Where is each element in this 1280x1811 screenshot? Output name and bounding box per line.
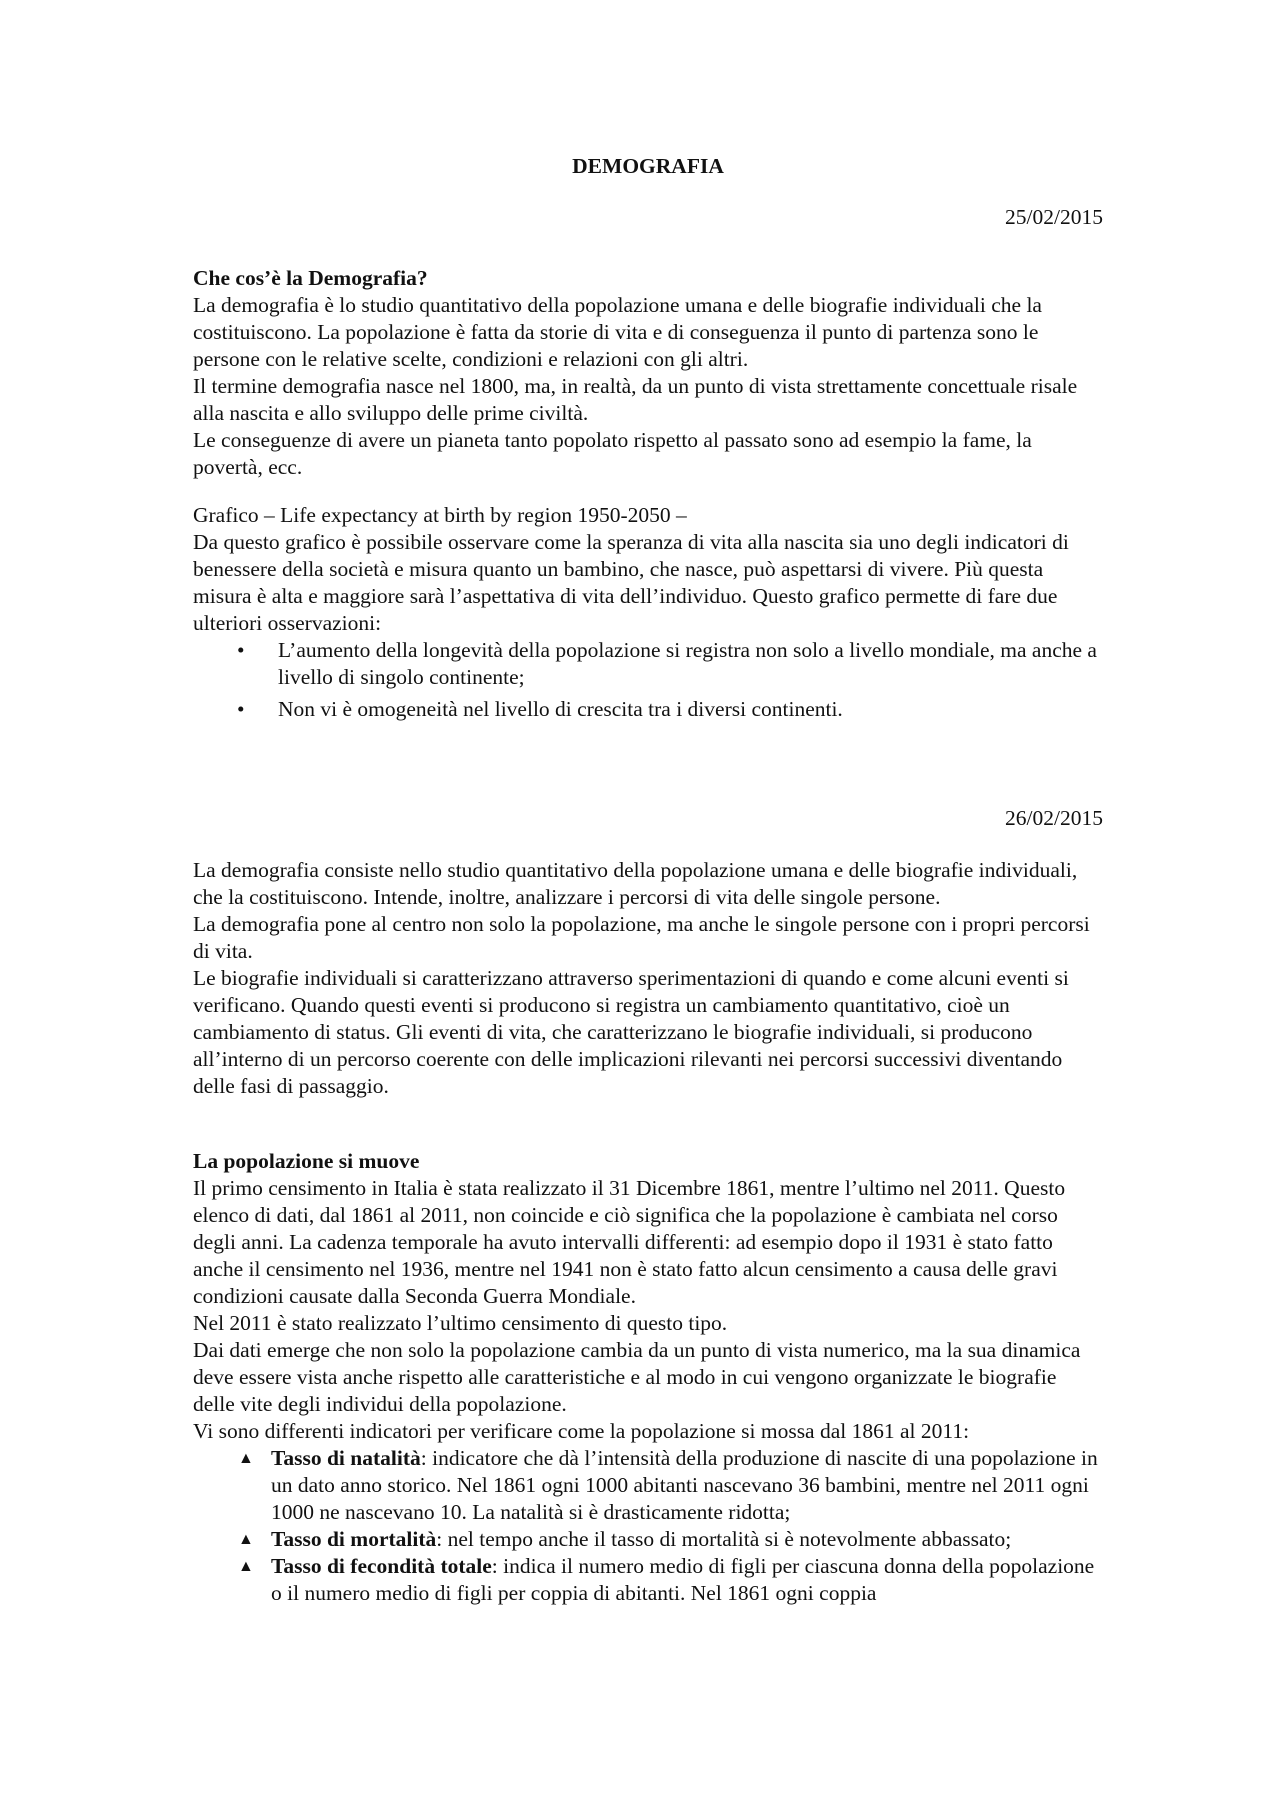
triangle-icon: ▲ <box>238 1450 254 1467</box>
indicator-text: : nel tempo anche il tasso di mortalità si è notevolmente abbassato; <box>436 1527 1012 1551</box>
observation-list <box>193 637 1103 723</box>
document-title: DEMOGRAFIA <box>572 154 724 178</box>
paragraph: La demografia pone al centro non solo la popolazione, ma anche le singole persone con i propri percorsi di vita. <box>193 912 1090 963</box>
paragraph: La demografia consiste nello studio quantitativo della popolazione umana e delle biografie individuali, che la costituiscono. Intende, inoltre, analizzare i percorsi di vita delle singole persone. <box>193 858 1078 909</box>
paragraph: Nel 2011 è stato realizzato l’ultimo censimento di questo tipo. <box>193 1311 728 1335</box>
paragraph: Le conseguenze di avere un pianeta tanto popolato rispetto al passato sono ad esempio la fame, la povertà, ecc. <box>193 428 1032 479</box>
list-item-text: Non vi è omogeneità nel livello di crescita tra i diversi continenti. <box>278 697 843 721</box>
chart-commentary <box>193 502 1103 723</box>
chart-caption: Grafico – Life expectancy at birth by region 1950-2050 – <box>193 503 687 527</box>
section-population <box>193 1148 1103 1607</box>
triangle-icon: ▲ <box>238 1531 254 1548</box>
list-item-text: L’aumento della longevità della popolazione si registra non solo a livello mondiale, ma anche a livello di singolo continente; <box>278 638 1097 689</box>
section-heading: La popolazione si muove <box>193 1149 420 1173</box>
paragraph: Da questo grafico è possibile osservare come la speranza di vita alla nascita sia uno degli indicatori di benessere della società e misura quanto un bambino, che nasce, può aspettarsi di vivere. Più questa misura è alta e maggiore sarà l’aspettativa di vita dell’individuo. Questo grafico permette di fare due ulteriori osservazioni: <box>193 530 1069 635</box>
bullet-icon: • <box>237 638 245 662</box>
date-1: 25/02/2015 <box>1005 205 1103 229</box>
section-1 <box>193 265 1103 481</box>
list-item <box>193 696 1103 723</box>
paragraph: Vi sono differenti indicatori per verificare come la popolazione si mossa dal 1861 al 2011: <box>193 1419 970 1443</box>
indicator-text: : indicatore che dà l’intensità della produzione di nascite di una popolazione in un dato anno storico. Nel 1861 ogni 1000 abitanti nascevano 36 bambini, mentre nel 2011 ogni 1000 ne nascevano 10. La natalità si è drasticamente ridotta; <box>271 1446 1098 1524</box>
bullet-icon: • <box>237 697 245 721</box>
list-item <box>193 637 1103 691</box>
indicator-list <box>193 1445 1103 1607</box>
indicator-term: Tasso di natalità <box>271 1446 421 1470</box>
paragraph: Le biografie individuali si caratterizzano attraverso sperimentazioni di quando e come alcuni eventi si verificano. Quando questi eventi si producono si registra un cambiamento quantitativo, cioè un cambiamento di status. Gli eventi di vita, che caratterizzano le biografie individuali, si producono all’interno di un percorso coerente con delle implicazioni rilevanti nei percorsi successivi diventando delle fasi di passaggio. <box>193 966 1069 1098</box>
triangle-icon: ▲ <box>238 1558 254 1575</box>
list-item <box>193 1553 1103 1607</box>
paragraph: Il termine demografia nasce nel 1800, ma, in realtà, da un punto di vista strettamente concettuale risale alla nascita e allo sviluppo delle prime civiltà. <box>193 374 1078 425</box>
paragraph: Il primo censimento in Italia è stata realizzato il 31 Dicembre 1861, mentre l’ultimo nel 2011. Questo elenco di dati, dal 1861 al 2011, non coincide e ciò significa che la popolazione è cambiata nel corso degli anni. La cadenza temporale ha avuto intervalli differenti: ad esempio dopo il 1931 è stato fatto anche il censimento nel 1936, mentre nel 1941 non è stato fatto alcun censimento a causa delle gravi condizioni causate dalla Seconda Guerra Mondiale. <box>193 1176 1066 1308</box>
list-item <box>193 1526 1103 1553</box>
paragraph: La demografia è lo studio quantitativo della popolazione umana e delle biografie individuali che la costituiscono. La popolazione è fatta da storie di vita e di conseguenza il punto di partenza sono le persone con le relative scelte, condizioni e relazioni con gli altri. <box>193 293 1042 371</box>
date-2: 26/02/2015 <box>1005 806 1103 830</box>
section-heading: Che cos’è la Demografia? <box>193 266 428 290</box>
indicator-term: Tasso di mortalità <box>271 1527 437 1551</box>
paragraph: Dai dati emerge che non solo la popolazione cambia da un punto di vista numerico, ma la sua dinamica deve essere vista anche rispetto alle caratteristiche e al modo in cui vengono organizzate le biografie delle vite degli individui della popolazione. <box>193 1338 1081 1416</box>
indicator-text: : indica il numero medio di figli per ciascuna donna della popolazione o il numero medio di figli per coppia di abitanti. Nel 1861 ogni coppia <box>271 1554 1095 1605</box>
section-2 <box>193 857 1103 1100</box>
list-item <box>193 1445 1103 1526</box>
indicator-term: Tasso di fecondità totale <box>271 1554 492 1578</box>
